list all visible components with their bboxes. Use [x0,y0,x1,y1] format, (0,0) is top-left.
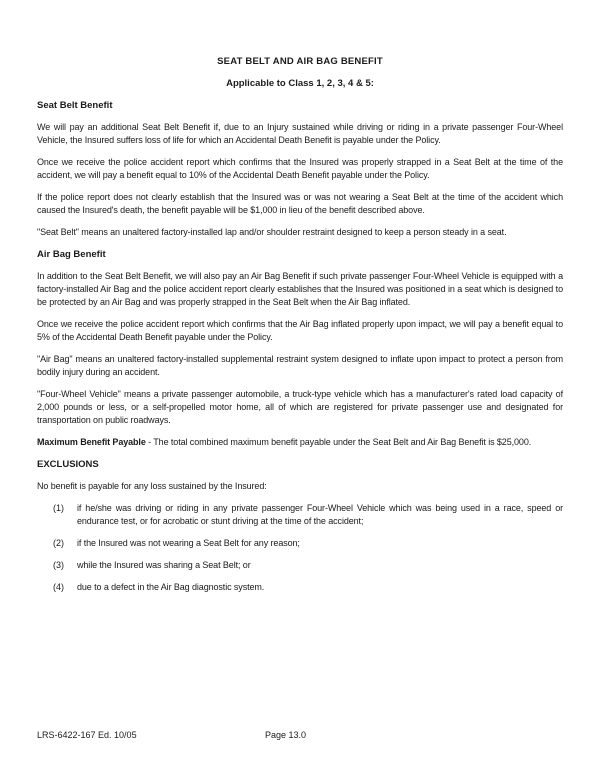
document-title: SEAT BELT AND AIR BAG BENEFIT [217,56,383,67]
air-bag-definition: "Air Bag" means an unaltered factory-installed supplemental restraint system designed to inflate upon impact to protect a person from bodily injury during an accident. [37,354,563,377]
form-number: LRS-6422-167 Ed. 10/05 [37,730,137,740]
seat-belt-paragraph-2: Once we receive the police accident report which confirms that the Insured was properly strapped in a Seat Belt at the time of the accident, we will pay a benefit equal to 10% of the Accidental Death Benefit payable under the Policy. [37,157,563,180]
exclusion-text: if he/she was driving or riding in any private passenger Four-Wheel Vehicle which was being used in a race, speed or endurance test, or for acrobatic or stunt driving at the time of the accident; [77,503,563,526]
air-bag-paragraph-1: In addition to the Seat Belt Benefit, we will also pay an Air Bag Benefit if such private passenger Four-Wheel Vehicle is equipped with a factory-installed Air Bag and the police accident report clearly establishes that the Insured was positioned in a seat which is designed to be protected by an Air Bag and was properly strapped in the Seat Belt when the Air Bag inflated. [37,271,563,307]
exclusion-number: (3) [53,560,64,570]
exclusion-item-3 [37,559,563,572]
seat-belt-benefit-heading: Seat Belt Benefit [37,100,113,111]
seat-belt-definition: "Seat Belt" means an unaltered factory-installed lap and/or shoulder restraint designed to keep a person steady in a seat. [37,227,507,237]
seat-belt-paragraph-3: If the police report does not clearly establish that the Insured was or was not wearing a Seat Belt at the time of the accident which caused the Insured's death, the benefit payable will be $1,000 in lieu of the benefit described above. [37,192,563,215]
exclusion-text: while the Insured was sharing a Seat Belt; or [77,560,251,570]
exclusion-text: if the Insured was not wearing a Seat Belt for any reason; [77,538,300,548]
page-number: Page 13.0 [265,730,307,740]
four-wheel-vehicle-definition: "Four-Wheel Vehicle" means a private passenger automobile, a truck-type vehicle which has a manufacturer's rated load capacity of 2,000 pounds or less, or a self-propelled motor home, all of which are registered for private passenger use and designated for transportation on public roadways. [37,389,563,425]
maximum-benefit-label: Maximum Benefit Payable [37,437,146,447]
maximum-benefit-paragraph [37,436,563,449]
exclusions-intro: No benefit is payable for any loss sustained by the Insured: [37,481,267,491]
air-bag-benefit-heading: Air Bag Benefit [37,249,106,260]
air-bag-paragraph-2: Once we receive the police accident report which confirms that the Air Bag inflated properly upon impact, we will pay a benefit equal to 5% of the Accidental Death Benefit payable under the Policy. [37,319,563,342]
seat-belt-paragraph-1: We will pay an additional Seat Belt Benefit if, due to an Injury sustained while driving or riding in a private passenger Four-Wheel Vehicle, the Insured suffers loss of life for which an Accidental Death Benefit is payable under the Policy. [37,122,563,145]
exclusion-number: (1) [53,503,64,513]
exclusion-number: (2) [53,538,64,548]
exclusion-number: (4) [53,582,64,592]
maximum-benefit-text: - The total combined maximum benefit payable under the Seat Belt and Air Bag Benefit is $25,000. [145,437,532,447]
document-subtitle: Applicable to Class 1, 2, 3, 4 & 5: [226,78,374,89]
exclusion-item-4 [37,581,563,594]
exclusion-item-1 [37,502,563,528]
exclusion-item-2 [37,537,563,550]
exclusions-heading: EXCLUSIONS [37,459,99,470]
exclusion-text: due to a defect in the Air Bag diagnostic system. [77,582,265,592]
